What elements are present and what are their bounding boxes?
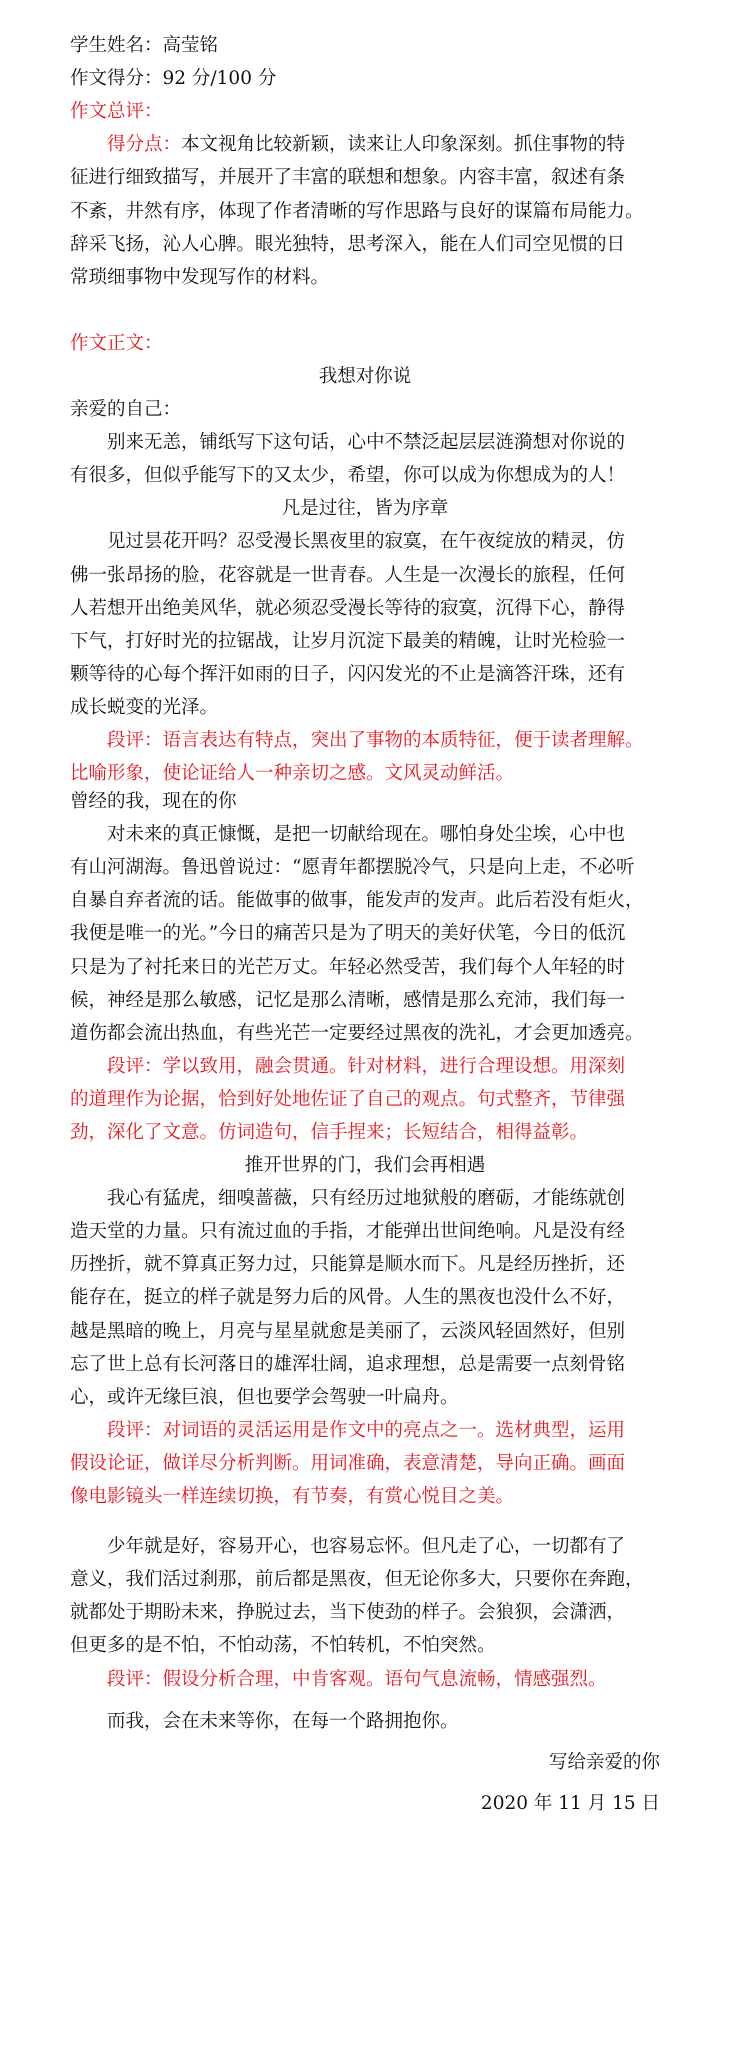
comment-line: 比喻形象，使论证给人一种亲切之感。文风灵动鲜活。	[70, 763, 515, 784]
section-heading: 凡是过往，皆为序章	[281, 498, 449, 519]
paragraph-line: 佛一张昂扬的脸，花容就是一世青春。人生是一次漫长的旅程，任何	[70, 565, 626, 586]
summary-line: 征进行细致描写，并展开了丰富的联想和想象。内容丰富，叙述有条	[70, 167, 626, 188]
paragraph-line: 有很多，但似乎能写下的又太少，希望，你可以成为你想成为的人！	[70, 465, 626, 486]
closing-line: 而我，会在未来等你，在每一个路拥抱你。	[107, 1711, 459, 1732]
summary-line: 不紊，井然有序，体现了作者清晰的写作思路与良好的谋篇布局能力。	[70, 201, 644, 222]
student-name-line: 学生姓名：高莹铭	[70, 35, 219, 56]
paragraph-line: 见过昙花开吗？忍受漫长黑夜里的寂寞，在午夜绽放的精灵，仿	[107, 531, 626, 552]
paragraph-line: 颗等待的心每个挥汗如雨的日子，闪闪发光的不止是滴答汗珠，还有	[70, 664, 626, 685]
paragraph-line: 有山河湖海。鲁迅曾说过：“愿青年都摆脱冷气，只是向上走，不必听	[70, 857, 635, 878]
comment-line: 段评：假设分析合理，中肯客观。语句气息流畅，情感强烈。	[107, 1669, 607, 1690]
section-heading: 推开世界的门，我们会再相遇	[244, 1155, 486, 1176]
paragraph-line: 对未来的真正慷慨，是把一切献给现在。哪怕身处尘埃，心中也	[107, 824, 626, 845]
paragraph-line: 意义，我们活过刹那，前后都是黑夜，但无论你多大，只要你在奔跑，	[70, 1569, 644, 1590]
comment-line: 段评：学以致用，融会贯通。针对材料，进行合理设想。用深刻	[107, 1056, 626, 1077]
paragraph-line: 别来无恙，铺纸写下这句话，心中不禁泛起层层涟漪想对你说的	[107, 432, 626, 453]
paragraph-line: 能存在，挺立的样子就是努力后的风骨。人生的黑夜也没什么不好，	[70, 1287, 626, 1308]
paragraph-line: 候，神经是那么敏感，记忆是那么清晰，感情是那么充沛，我们每一	[70, 990, 626, 1011]
summary-line-1-text: 本文视角比较新颖，读来让人印象深刻。抓住事物的特	[181, 134, 626, 155]
signature: 写给亲爱的你	[548, 1752, 660, 1773]
paragraph-line: 少年就是好，容易开心，也容易忘怀。但凡走了心，一切都有了	[107, 1536, 626, 1557]
comment-line: 段评：对词语的灵活运用是作文中的亮点之一。选材典型，运用	[107, 1420, 626, 1441]
comment-line: 段评：语言表达有特点，突出了事物的本质特征，便于读者理解。	[107, 730, 644, 751]
comment-line: 假设论证，做详尽分析判断。用词准确，表意清楚，导向正确。画面	[70, 1453, 626, 1474]
paragraph-line: 道伤都会流出热血，有些光芒一定要经过黑夜的洗礼，才会更加透亮。	[70, 1023, 644, 1044]
paragraph-line: 只是为了衬托来日的光芒万丈。年轻必然受苦，我们每个人年轻的时	[70, 957, 626, 978]
paragraph-line: 越是黑暗的晚上，月亮与星星就愈是美丽了，云淡风轻固然好，但别	[70, 1321, 626, 1342]
comment-line: 的道理作为论据，恰到好处地佐证了自己的观点。句式整齐，节律强	[70, 1089, 626, 1110]
summary-label: 作文总评：	[70, 101, 163, 122]
essay-title: 我想对你说	[318, 366, 412, 387]
paragraph-line: 自暴自弃者流的话。能做事的做事，能发声的发声。此后若没有炬火，	[70, 890, 644, 911]
comment-line: 劲，深化了文意。仿词造句，信手捏来；长短结合，相得益彰。	[70, 1122, 589, 1143]
paragraph-line: 造天堂的力量。只有流过血的手指，才能弹出世间绝响。凡是没有经	[70, 1221, 626, 1242]
essay-label: 作文正文：	[70, 333, 163, 354]
paragraph-line: 忘了世上总有长河落日的雄浑壮阔，追求理想，总是需要一点刻骨铭	[70, 1354, 626, 1375]
greeting: 亲爱的自己：	[70, 399, 182, 420]
comment-line: 像电影镜头一样连续切换，有节奏，有赏心悦目之美。	[70, 1486, 515, 1507]
summary-line: 常琐细事物中发现写作的材料。	[70, 267, 330, 288]
paragraph-line: 我便是唯一的光。”今日的痛苦只是为了明天的美好伏笔，今日的低沉	[70, 923, 626, 944]
paragraph-line: 成长蜕变的光泽。	[70, 697, 219, 718]
paragraph-line: 下气，打好时光的拉锯战，让岁月沉淀下最美的精魄，让时光检验一	[70, 631, 626, 652]
paragraph-line: 心，或许无缘巨浪，但也要学会驾驶一叶扁舟。	[70, 1387, 459, 1408]
section-heading: 曾经的我，现在的你	[70, 791, 237, 812]
paragraph-line: 历挫折，就不算真正努力过，只能算是顺水而下。凡是经历挫折，还	[70, 1254, 626, 1275]
score-line: 作文得分：92 分/100 分	[70, 68, 277, 89]
score-points-label: 得分点：	[107, 134, 182, 155]
paragraph-line: 但更多的是不怕，不怕动荡，不怕转机，不怕突然。	[70, 1635, 496, 1656]
paragraph-line: 我心有猛虎，细嗅蔷薇，只有经历过地狱般的磨砺，才能练就创	[107, 1188, 626, 1209]
summary-line: 辞采飞扬，沁人心脾。眼光独特，思考深入，能在人们司空见惯的日	[70, 234, 626, 255]
paragraph-line: 人若想开出绝美风华，就必须忍受漫长等待的寂寞，沉得下心，静得	[70, 598, 626, 619]
paragraph-line: 就都处于期盼未来，挣脱过去，当下使劲的样子。会狼狈，会潇洒，	[70, 1602, 626, 1623]
summary-line-1	[107, 131, 660, 159]
date: 2020 年 11 月 15 日	[480, 1793, 660, 1814]
